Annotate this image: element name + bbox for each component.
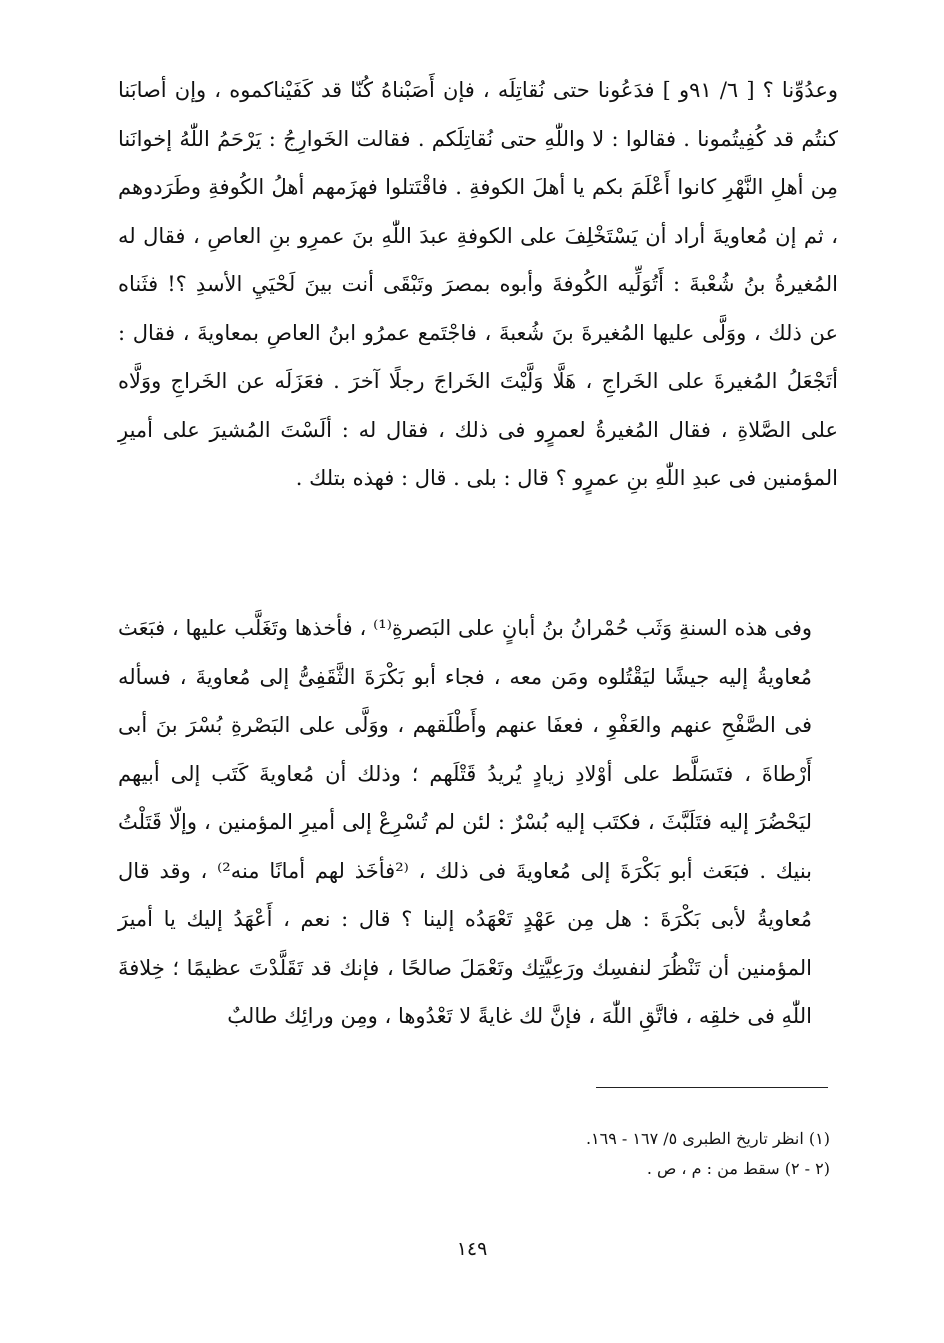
footnotes bbox=[300, 1124, 830, 1184]
page-number: ١٤٩ bbox=[456, 1238, 488, 1260]
footnote-2: (٢ - ٢) سقط من : م ، ص . bbox=[646, 1159, 830, 1178]
footnote-separator bbox=[596, 1087, 828, 1088]
main-text-paragraph-2 bbox=[118, 604, 838, 1041]
paragraph-text: وعدُوِّنا ؟ [ ٦/ ٩١و ] فدَعُونا حتى نُقاتِلَه ، فإن أَصَبْناهُ كُنّا قد كَفَيْناكموه ، وإن أصابَنا كنتُم قد كُفِيتُمونا . فقالوا : لا واللّٰهِ حتى نُقاتِلَكم . فقالت الخَوارِجُ : يَرْحَمُ اللّٰهُ إخوانَنا مِن أهلِ النَّهْرِ كانوا أَعْلَمَ بكم يا أهلَ الكوفةِ . فاقْتَتلوا فهزَمهم أهلُ الكُوفةِ وطَرَدوهم ، ثم إن مُعاويةَ أراد أن يَسْتَخْلِفَ على الكوفةِ عبدَ اللّٰهِ بنَ عمرِو بنِ العاصِ ، فقال له المُغيرةُ بنُ شُعْبةَ : أَتُوَلِّيه الكُوفةَ وأبوه بمصرَ وتَبْقَى أنت بينَ لَحْيَيِ الأسدِ ؟! فثَناه عن ذلك ، ووَلَّى عليها المُغيرةَ بنَ شُعبةَ ، فاجْتَمع عمرُو ابنُ العاصِ بمعاويةَ ، فقال : أتَجْعَلُ المُغيرةَ على الخَراجِ ، هَلَّا وَلَّيْتَ الخَراجَ رجلًا آخرَ . فعَزَلَه عن الخَراجِ ووَلَّاه على الصَّلاةِ ، فقال المُغيرةُ لعمرٍو فى ذلك ، فقال له : ألَسْتَ المُشيرَ على أميرِ المؤمنين فى عبدِ اللّٰهِ بنِ عمرٍو ؟ قال : بلى . قال : فهذه بتلك . bbox=[118, 78, 838, 490]
paragraph-text: وفى هذه السنةِ وَثَب حُمْرانُ بنُ أبانٍ على البَصرةِ⁽¹⁾ ، فأخذها وتَغَلَّب عليها ، فبَعَث مُعاويةُ إليه جيشًا ليَقْتُلوه ومَن معه ، فجاء أبو بَكْرَةَ الثَّقَفِىُّ إلى مُعاويةَ ، فسأله فى الصَّفْحِ عنهم والعَفْوِ ، فعفَا عنهم وأَطْلَقهم ، ووَلَّى على البَصْرةِ بُسْرَ بنَ أبى أَرْطاةَ ، فتَسَلَّط على أوْلادِ زيادٍ يُريدُ قَتْلَهم ؛ وذلك أن مُعاويةَ كَتَب إلى أبيهم ليَحْضُرَ إليه فتَلَبَّثَ ، فكتَب إليه بُسْرٌ : لئن لم تُسْرِعْ إلى أميرِ المؤمنين ، وإلّا قَتَلْتُ بنيك . فبَعَث أبو بَكْرَةَ إلى مُعاويةَ فى ذلك ، ⁽²فأخَذ لهم أمانًا منه²⁾ ، وقد قال مُعاويةُ لأبى بَكْرَةَ : هل مِن عَهْدٍ تَعْهَدُه إلينا ؟ قال : نعم ، أَعْهَدُ إليك يا أميرَ المؤمنين أن تَنْظُرَ لنفسِك ورَعِيَّتِك وتَعْمَلَ صالحًا ، فإنك قد تَقَلَّدْتَ عظيمًا ؛ خِلافةَ اللّٰهِ فى خلقِه ، فاتَّقِ اللّٰهَ ، فإنَّ لك غايةً لا تَعْدُوها ، ومِن ورائِك طالبٌ bbox=[118, 616, 813, 1028]
footnote-1: (١) انظر تاريخ الطبرى ٥/ ١٦٧ - ١٦٩. bbox=[585, 1129, 830, 1148]
main-text-paragraph-1 bbox=[118, 66, 838, 503]
